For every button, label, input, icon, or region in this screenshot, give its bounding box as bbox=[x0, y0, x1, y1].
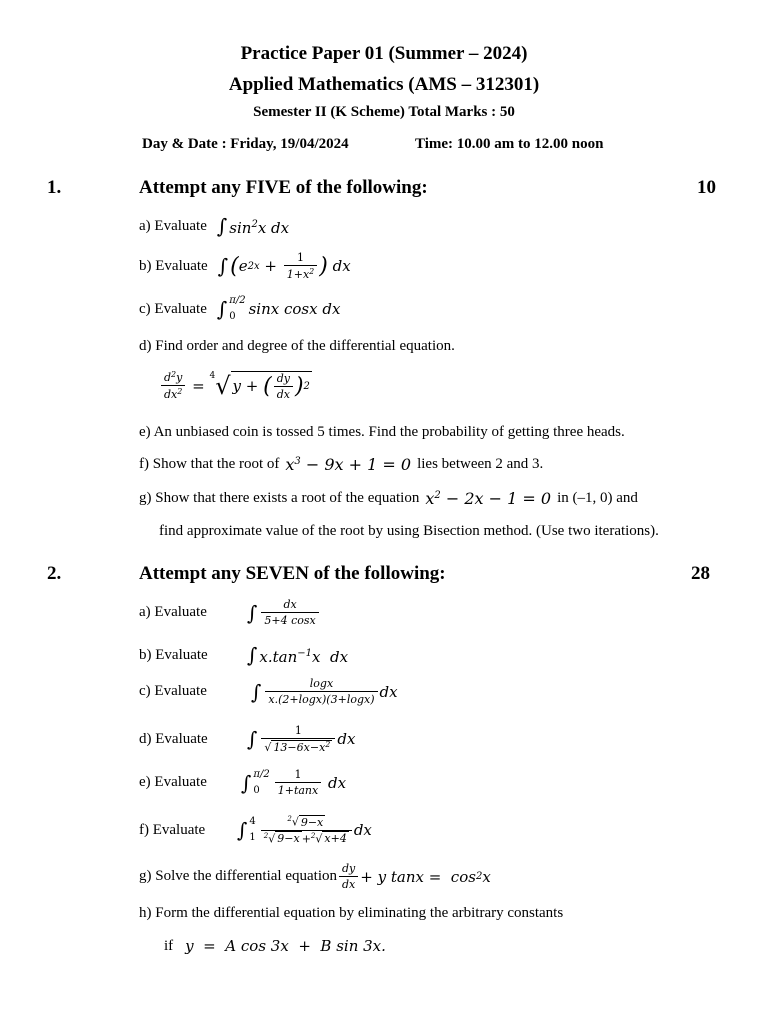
q2-e-expr: ∫ π/2 0 $\frac{1}{1+\tan x}$ dx bbox=[241, 768, 347, 797]
q1-g-label: g) Show that there exists a root of the equation bbox=[139, 490, 420, 506]
q2-e-label: e) Evaluate bbox=[139, 774, 207, 790]
q1-d-label: d) Find order and degree of the differential equation. bbox=[139, 338, 455, 354]
q1-d bbox=[139, 338, 455, 355]
q1-a-label: a) Evaluate bbox=[139, 217, 207, 234]
paper-title: Practice Paper 01 (Summer – 2024) bbox=[240, 43, 528, 64]
q2-c-expr: ∫ $\frac{\log x}{x.(2+\log x)(3+\log x)}$ dx bbox=[251, 677, 398, 706]
q1-f-expr: $x^3 - 9x + 1 = 0$ bbox=[285, 455, 412, 474]
q2-h-line2 bbox=[164, 937, 386, 955]
q1-f-label: f) Show that the root of bbox=[139, 456, 280, 472]
subject-title: Applied Mathematics (AMS – 312301) bbox=[228, 74, 540, 95]
q1-f-tail: lies between 2 and 3. bbox=[417, 456, 544, 472]
semester-line: Semester II (K Scheme) Total Marks : 50 bbox=[253, 104, 515, 120]
q1-c bbox=[139, 296, 340, 322]
q2-h-if: if bbox=[164, 937, 174, 954]
q1-g-tail: in (–1, 0) and bbox=[557, 490, 638, 506]
q2-c bbox=[139, 677, 398, 706]
q1-g-line2: find approximate value of the root by using Bisection method. (Use two iterations). bbox=[159, 523, 659, 539]
q2-b-label: b) Evaluate bbox=[139, 646, 208, 663]
q1-a-expr: ∫ $\sin^2x$ dx bbox=[216, 214, 290, 238]
q2-f-expr: ∫ 4 1 $\frac{^2√ 9-x}{^2√ 9-x +^2√ x+4}$ dx bbox=[237, 815, 372, 846]
q1-heading: Attempt any FIVE of the following: bbox=[139, 177, 428, 198]
q2-number: 2. bbox=[47, 563, 62, 584]
q2-marks: 28 bbox=[691, 563, 710, 584]
q2-a bbox=[139, 598, 321, 627]
q1-b-expr: ∫ ( e 2x + $\frac{1}{1+x^2}$ ) dx bbox=[217, 251, 351, 281]
q2-b-expr: ∫ $x.\tan^{-1}x$ dx bbox=[247, 643, 349, 667]
q1-e-text: e) An unbiased coin is tossed 5 times. Find the probability of getting three heads. bbox=[139, 424, 625, 440]
q1-g-expr: $x^2 - 2x - 1 = 0$ bbox=[425, 489, 552, 508]
q1-number: 1. bbox=[47, 177, 62, 198]
q1-g bbox=[139, 489, 638, 508]
q1-e bbox=[139, 424, 625, 441]
q1-f bbox=[139, 455, 543, 474]
q2-a-expr: ∫ $\frac{dx}{5+4 \cos x}$ bbox=[243, 598, 321, 627]
q2-f-label: f) Evaluate bbox=[139, 821, 206, 838]
q2-e bbox=[139, 768, 346, 797]
q2-heading: Attempt any SEVEN of the following: bbox=[139, 563, 446, 584]
q1-marks: 10 bbox=[697, 177, 716, 198]
q2-g-expr: $\frac{dy}{dx}$ + y tanx = cos 2 x bbox=[337, 862, 491, 891]
q1-b-label: b) Evaluate bbox=[139, 257, 208, 274]
q2-d-expr: ∫ $\frac{1}{√ 13-6x-x^2}$ dx bbox=[247, 724, 356, 754]
q2-h bbox=[139, 905, 563, 922]
q2-g bbox=[139, 862, 491, 891]
q2-f bbox=[139, 815, 372, 845]
q2-h-text: h) Form the differential equation by eliminating the arbitrary constants bbox=[139, 905, 564, 921]
q1-a bbox=[139, 214, 289, 238]
q1-b bbox=[139, 251, 351, 281]
q2-c-label: c) Evaluate bbox=[139, 683, 207, 699]
q2-d bbox=[139, 724, 355, 754]
q2-b bbox=[139, 643, 348, 667]
q2-h-expr: y = A cos 3x + B sin 3x. bbox=[185, 937, 386, 955]
q1-d-equation: $\frac{d^2y}{dx^2}$ = 4 √ y + ( $\frac{dy}{dx}$ ) 2 bbox=[159, 370, 312, 401]
q1-c-label: c) Evaluate bbox=[139, 300, 207, 317]
exam-time: Time: 10.00 am to 12.00 noon bbox=[415, 136, 604, 152]
q2-a-label: a) Evaluate bbox=[139, 604, 207, 620]
q2-g-label: g) Solve the differential equation bbox=[139, 868, 337, 884]
q2-d-label: d) Evaluate bbox=[139, 730, 208, 747]
q1-c-expr: ∫ π/2 0 sinx cosx dx bbox=[216, 295, 341, 322]
exam-date: Day & Date : Friday, 19/04/2024 bbox=[142, 136, 349, 152]
